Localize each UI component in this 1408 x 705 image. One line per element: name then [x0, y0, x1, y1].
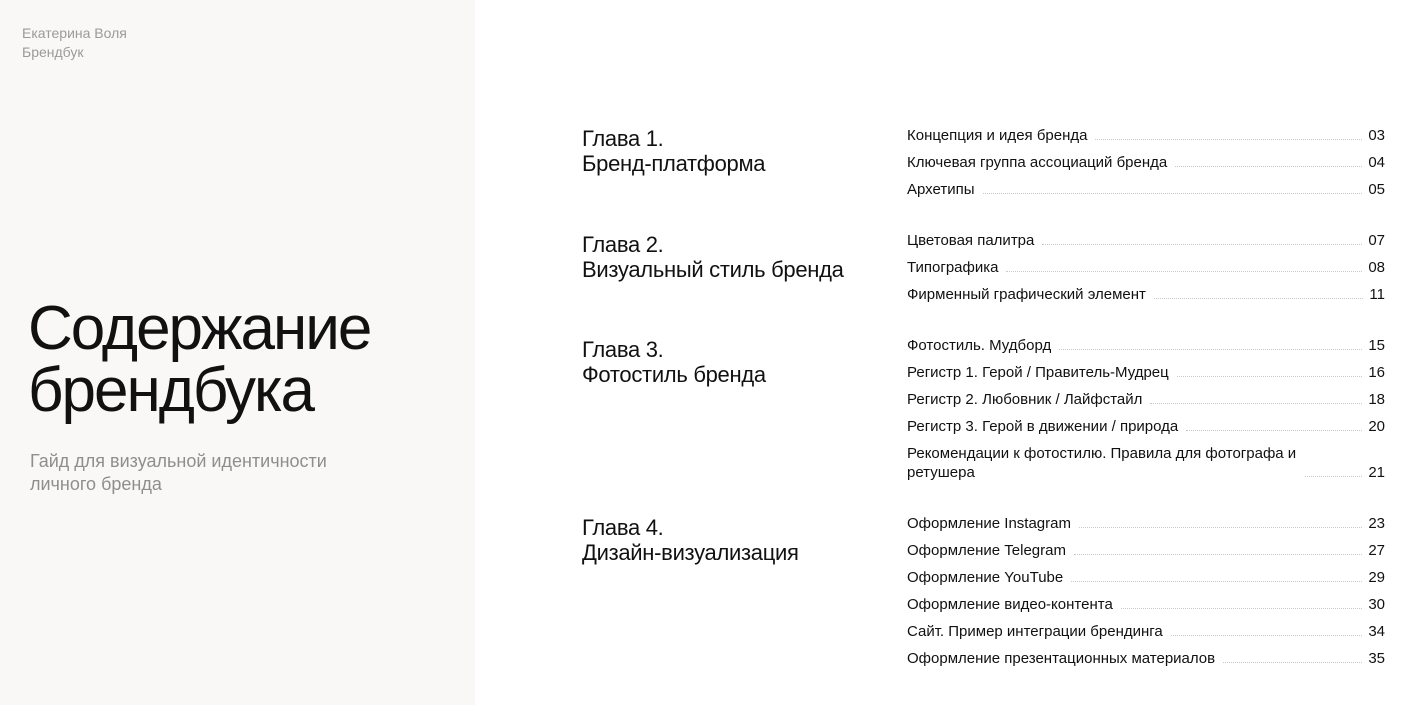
page-title [28, 294, 371, 425]
toc-entry-label: Регистр 1. Герой / Правитель-Мудрец [907, 364, 1169, 381]
toc-entry[interactable] [907, 568, 1385, 587]
dot-leader [1154, 298, 1363, 299]
dot-leader [1095, 139, 1362, 140]
dot-leader [1186, 430, 1362, 431]
toc-entry[interactable] [907, 231, 1385, 250]
toc-entry[interactable] [907, 153, 1385, 172]
author-name: Екатерина Воля [22, 25, 127, 41]
toc-entry[interactable] [907, 649, 1385, 668]
dot-leader [1177, 376, 1363, 377]
toc-entry-label: Оформление видео-контента [907, 596, 1113, 613]
dot-leader [1071, 581, 1362, 582]
dot-leader [983, 193, 1363, 194]
toc-entry-label: Концепция и идея бренда [907, 127, 1088, 144]
document-type: Брендбук [22, 44, 84, 60]
dot-leader [1305, 476, 1362, 477]
toc-entry[interactable] [907, 444, 1385, 482]
toc-entry[interactable] [907, 622, 1385, 641]
toc-entry[interactable] [907, 595, 1385, 614]
toc-entry-label: Оформление YouTube [907, 569, 1064, 586]
toc-entry[interactable] [907, 541, 1385, 560]
toc-entry-label: Рекомендации к фотостилю. Правила для фотографа и ретушера [907, 445, 1297, 481]
dot-leader [1175, 166, 1362, 167]
dot-leader [1006, 271, 1362, 272]
chapter-title: Фотостиль бренда [582, 362, 766, 387]
toc-entry-page: 21 [1368, 464, 1385, 481]
author-block [22, 24, 127, 62]
chapter-3-heading [582, 337, 766, 387]
chapter-number: Глава 1. [582, 126, 664, 151]
toc-entry-label: Оформление Instagram [907, 515, 1071, 532]
toc-entry[interactable] [907, 285, 1385, 304]
toc-entry-page: 23 [1368, 515, 1385, 532]
toc-entry[interactable] [907, 180, 1385, 199]
toc-entry-label: Регистр 3. Герой в движении / природа [907, 418, 1179, 435]
dot-leader [1121, 608, 1363, 609]
dot-leader [1171, 635, 1363, 636]
chapter-1-heading [582, 126, 765, 176]
toc-entry-page: 34 [1368, 623, 1385, 640]
toc-entry-page: 11 [1369, 286, 1385, 303]
toc-entry[interactable] [907, 514, 1385, 533]
toc-entry-label: Оформление Telegram [907, 542, 1066, 559]
toc-entry-page: 35 [1368, 650, 1385, 667]
toc-entry-label: Цветовая палитра [907, 232, 1035, 249]
cover-panel [0, 0, 475, 705]
toc-entry-page: 16 [1368, 364, 1385, 381]
toc-entry-page: 30 [1368, 596, 1385, 613]
dot-leader [1079, 527, 1362, 528]
chapter-2-heading [582, 232, 844, 282]
toc-entry-label: Регистр 2. Любовник / Лайфстайл [907, 391, 1143, 408]
toc-entry-label: Ключевая группа ассоциаций бренда [907, 154, 1168, 171]
toc-entry-page: 05 [1368, 181, 1385, 198]
chapter-title: Бренд-платформа [582, 151, 766, 176]
chapter-number: Глава 3. [582, 337, 664, 362]
toc-entry-label: Фотостиль. Мудборд [907, 337, 1052, 354]
toc-entry[interactable] [907, 390, 1385, 409]
chapter-4-heading [582, 515, 799, 565]
page-subtitle [30, 450, 327, 496]
toc-entry-page: 15 [1368, 337, 1385, 354]
page-title-line-2: брендбука [28, 356, 314, 425]
toc-entry-label: Архетипы [907, 181, 975, 198]
toc-entry[interactable] [907, 363, 1385, 382]
toc-entry-page: 18 [1368, 391, 1385, 408]
chapter-title: Визуальный стиль бренда [582, 257, 844, 282]
dot-leader [1042, 244, 1362, 245]
toc-entry[interactable] [907, 417, 1385, 436]
page-subtitle-line-1: Гайд для визуальной идентичности [30, 451, 327, 471]
toc-entry[interactable] [907, 126, 1385, 145]
toc-entry-label: Сайт. Пример интеграции брендинга [907, 623, 1163, 640]
toc-entry[interactable] [907, 336, 1385, 355]
toc-entry-label: Фирменный графический элемент [907, 286, 1146, 303]
dot-leader [1074, 554, 1362, 555]
toc-entry-page: 29 [1368, 569, 1385, 586]
toc-entry-page: 07 [1368, 232, 1385, 249]
page-title-line-1: Содержание [28, 294, 371, 363]
toc-entry-page: 04 [1368, 154, 1385, 171]
dot-leader [1059, 349, 1362, 350]
toc-entry-page: 20 [1368, 418, 1385, 435]
toc-entry-page: 08 [1368, 259, 1385, 276]
toc-entry-label: Оформление презентационных материалов [907, 650, 1216, 667]
toc-entry-label: Типографика [907, 259, 999, 276]
chapter-title: Дизайн-визуализация [582, 540, 799, 565]
chapter-number: Глава 2. [582, 232, 664, 257]
dot-leader [1150, 403, 1362, 404]
toc-entry-page: 27 [1368, 542, 1385, 559]
dot-leader [1223, 662, 1362, 663]
toc-entry-page: 03 [1368, 127, 1385, 144]
page-subtitle-line-2: личного бренда [30, 474, 162, 494]
chapter-number: Глава 4. [582, 515, 664, 540]
toc-entry[interactable] [907, 258, 1385, 277]
